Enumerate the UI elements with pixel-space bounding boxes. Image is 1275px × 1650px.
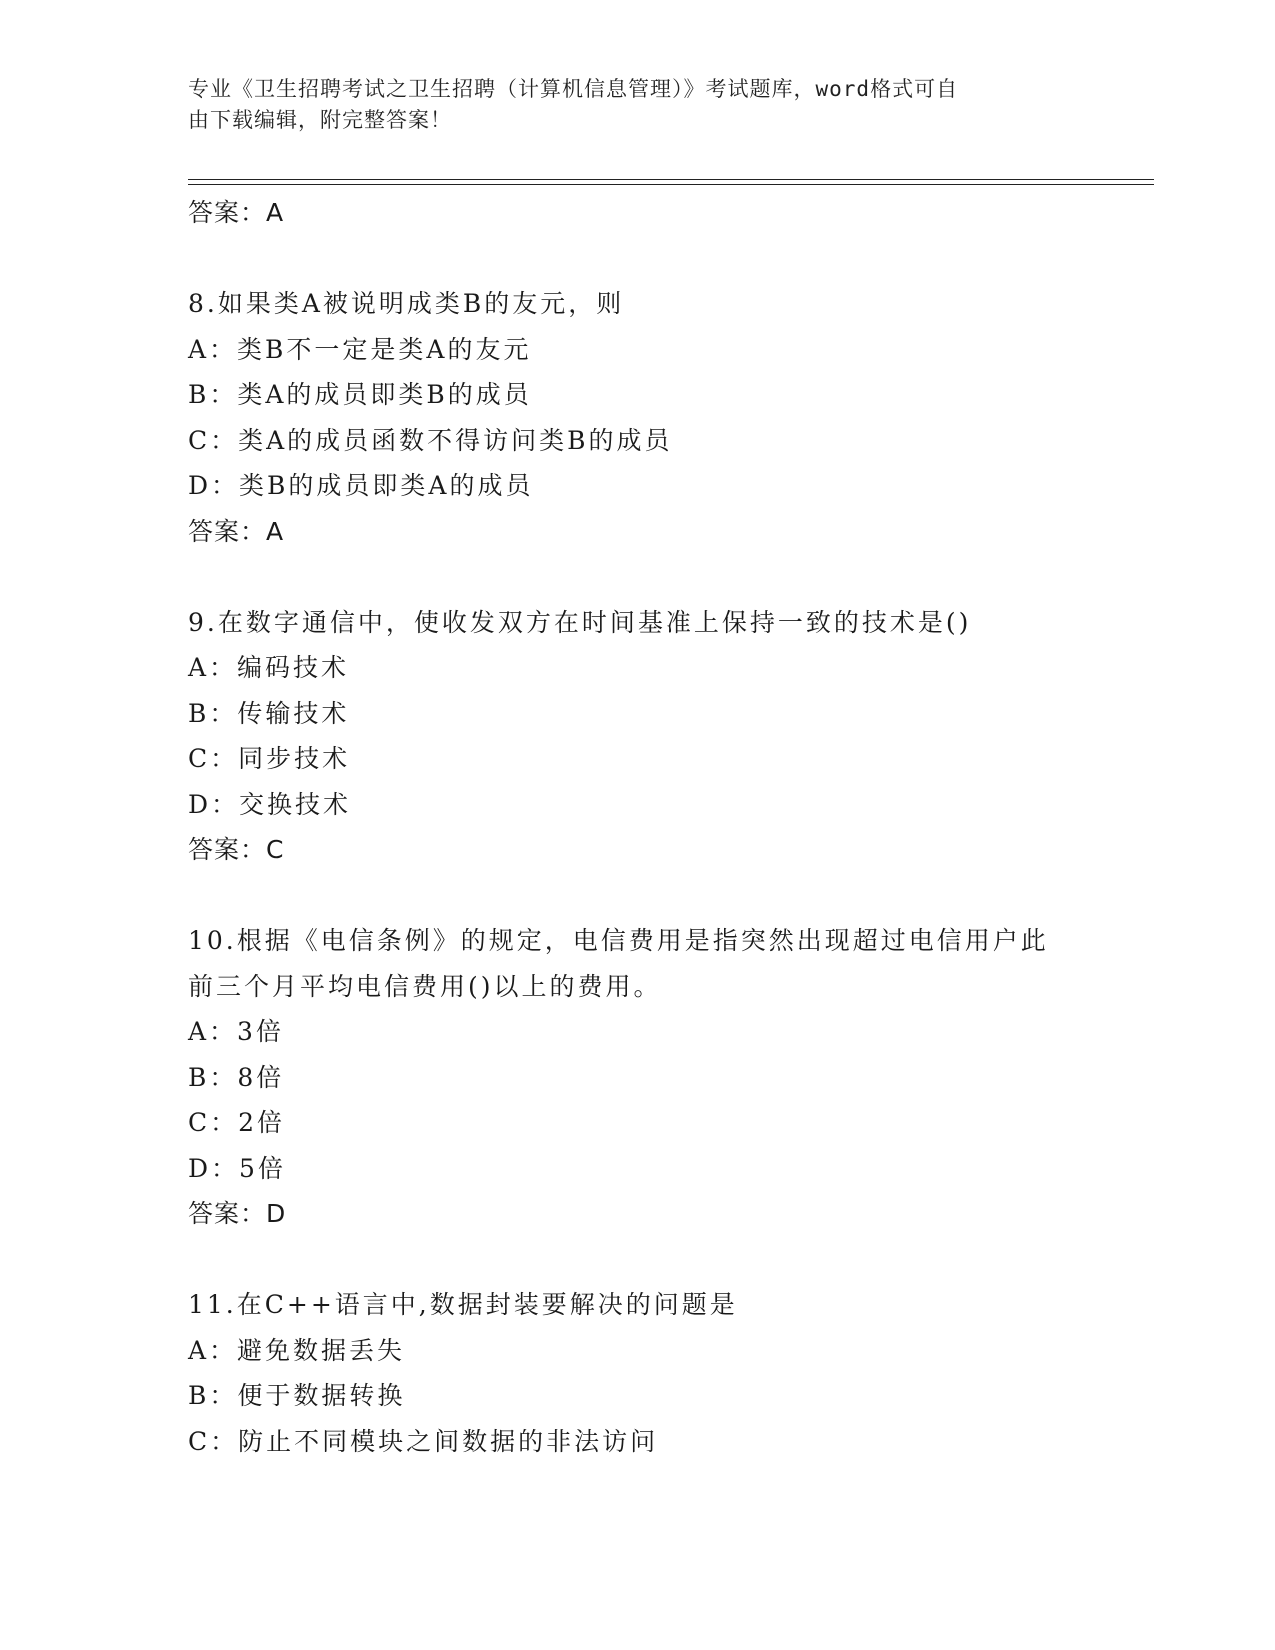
document-header (188, 74, 1088, 136)
answer-line: 答案：A (188, 198, 285, 227)
option-c: C：防止不同模块之间数据的非法访问 (188, 1426, 659, 1456)
option-d: D：交换技术 (188, 789, 352, 819)
question-stem: 8.如果类A被说明成类B的友元，则 (188, 289, 625, 318)
option-a: A：3倍 (188, 1017, 284, 1046)
question-10 (188, 918, 1128, 1237)
header-divider-top (188, 179, 1154, 180)
option-d: D：类B的成员即类A的成员 (188, 471, 534, 500)
option-b: B：类A的成员即类B的成员 (188, 380, 532, 409)
answer-line: 答案：C (188, 835, 285, 864)
option-b: B：传输技术 (188, 698, 350, 728)
option-c: C：类A的成员函数不得访问类B的成员 (188, 425, 673, 455)
spacer (188, 236, 1128, 282)
question-11 (188, 1282, 1128, 1464)
question-stem-continued: 前三个月平均电信费用()以上的费用。 (188, 971, 662, 1001)
option-b: B：8倍 (188, 1062, 285, 1092)
option-c: C：同步技术 (188, 744, 351, 773)
header-line-1: 专业《卫生招聘考试之卫生招聘（计算机信息管理）》考试题库，word格式可自 (188, 77, 959, 101)
question-list (188, 190, 1128, 1464)
option-a: A：编码技术 (188, 653, 350, 682)
answer-line: 答案：A (188, 516, 285, 546)
spacer (188, 873, 1128, 919)
question-stem: 10.根据《电信条例》的规定，电信费用是指突然出现超过电信用户此 (188, 926, 1049, 955)
question-stem: 11.在C++语言中,数据封装要解决的问题是 (188, 1290, 738, 1319)
answer-line: 答案：D (188, 1199, 287, 1228)
option-d: D：5倍 (188, 1153, 286, 1183)
header-divider-bottom (188, 184, 1154, 185)
option-b: B：便于数据转换 (188, 1381, 406, 1410)
question-9 (188, 600, 1128, 873)
option-a: A：类B不一定是类A的友元 (188, 334, 532, 364)
question-stem: 9.在数字通信中，使收发双方在时间基准上保持一致的技术是() (188, 607, 972, 637)
option-c: C：2倍 (188, 1108, 286, 1137)
spacer (188, 1237, 1128, 1283)
spacer (188, 554, 1128, 600)
header-line-2: 由下载编辑，附完整答案！ (188, 108, 452, 132)
question-8 (188, 281, 1128, 554)
option-a: A：避免数据丢失 (188, 1335, 406, 1365)
